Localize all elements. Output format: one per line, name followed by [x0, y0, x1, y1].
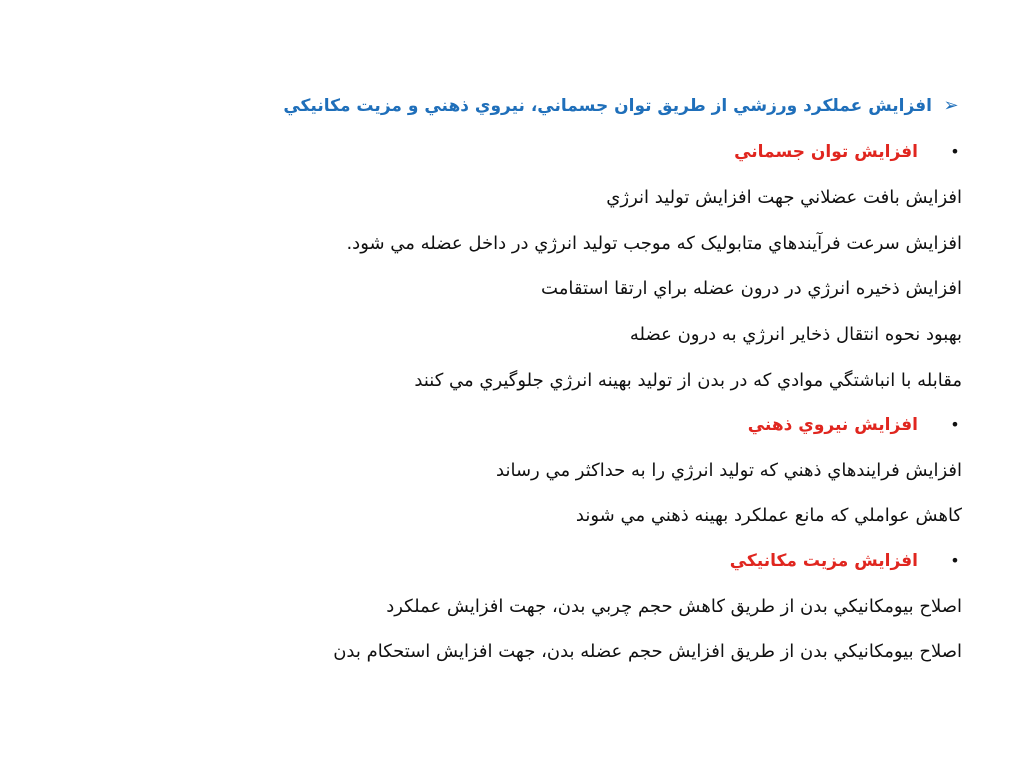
list-item: افزايش بافت عضلاني جهت افزايش توليد انرژي — [606, 187, 962, 208]
list-item: افزايش ذخيره انرژي در درون عضله براي ارتقا استقامت — [541, 278, 962, 299]
list-item: افزايش سرعت فرآيندهاي متابوليک كه موجب توليد انرژي در داخل عضله مي شود. — [346, 233, 962, 254]
bullet-icon: • — [950, 415, 960, 434]
list-item: مقابله با انباشتگي موادي كه در بدن از توليد بهينه انرژي جلوگيري مي كنند — [414, 370, 962, 391]
list-item: افزايش فرايندهاي ذهني كه توليد انرژي را به حداكثر مي رساند — [496, 460, 962, 481]
list-item: اصلاح بيومكانيكي بدن از طريق افزايش حجم عضله بدن، جهت افزايش استحكام بدن — [333, 641, 962, 662]
list-item: بهبود نحوه انتقال ذخاير انرژي به درون عضله — [629, 324, 962, 345]
section-title-mechanical-advantage: افزايش مزيت مكانيكي — [729, 551, 918, 571]
section-title-mental-power: افزايش نيروي ذهني — [747, 415, 918, 435]
list-item: كاهش عواملي كه مانع عملكرد بهينه ذهني مي شوند — [575, 505, 962, 526]
section-title-physical-power: افزايش توان جسماني — [734, 142, 918, 162]
bullet-icon: • — [950, 142, 960, 161]
bullet-icon: • — [950, 551, 960, 570]
arrow-bullet-icon: ➢ — [943, 95, 959, 116]
slide-heading: افزايش عملكرد ورزشي از طريق توان جسماني، نيروي ذهني و مزيت مكانيكي — [283, 96, 932, 116]
list-item: اصلاح بيومكانيكي بدن از طريق كاهش حجم چربي بدن، جهت افزايش عملكرد — [386, 596, 962, 617]
